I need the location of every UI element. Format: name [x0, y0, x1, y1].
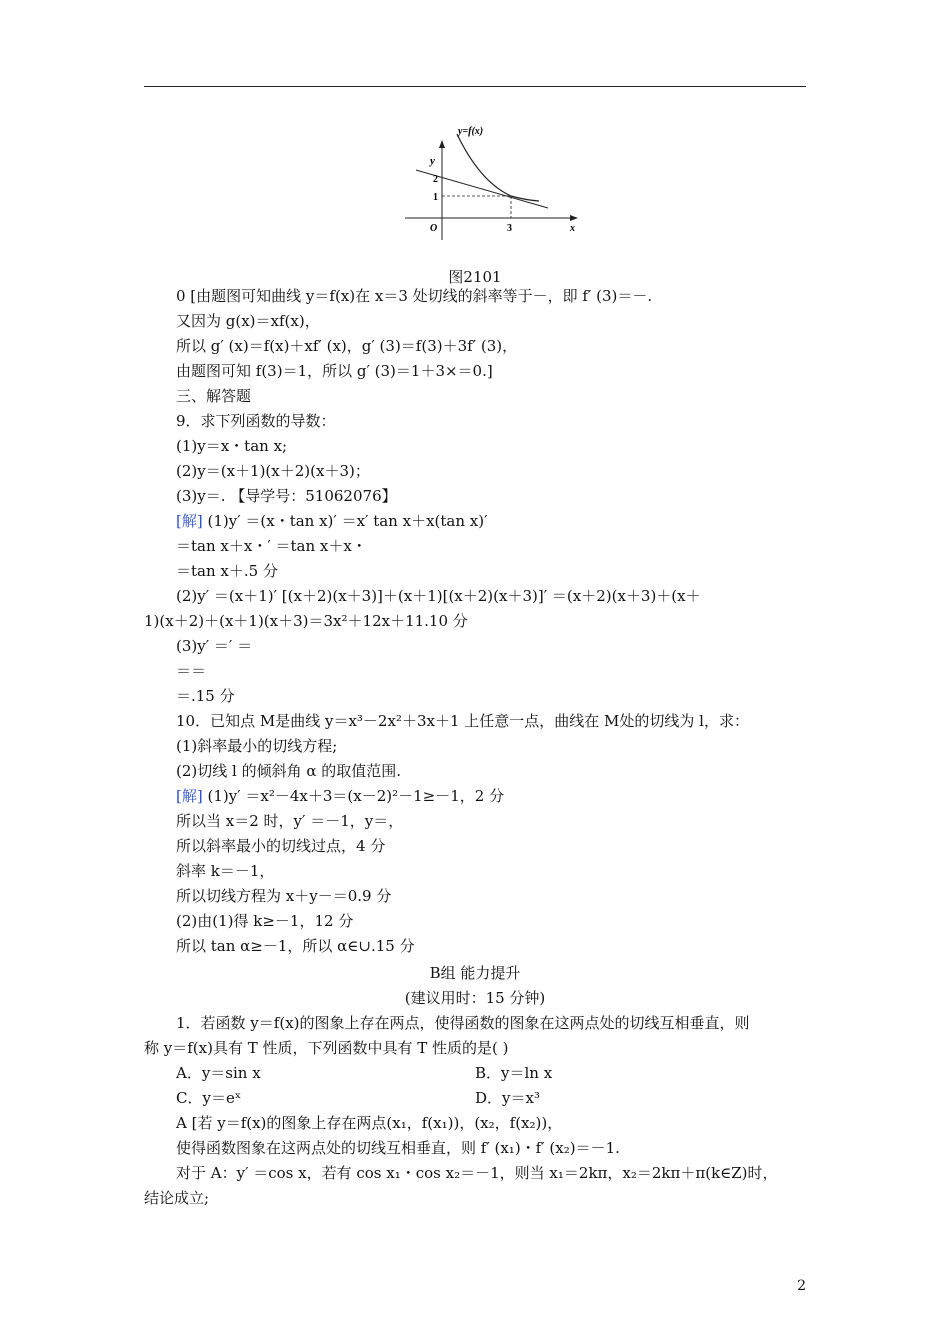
text-line-content: 所以切线方程为 x＋y－＝0.9 分 [176, 887, 392, 905]
tangent-line-figure [400, 120, 590, 250]
text-line-content: (1)y′ ＝(x・tan x)′ ＝x′ tan x＋x(tan x)′ [207, 512, 488, 530]
text-line [176, 786, 504, 806]
text-line-content: 1)(x＋2)＋(x＋1)(x＋3)＝3x²＋12x＋11.10 分 [144, 612, 468, 630]
text-line-content: 所以当 x＝2 时，y′ ＝－1，y＝， [176, 812, 404, 830]
text-line [176, 586, 701, 606]
text-line-content: 结论成立; [144, 1189, 210, 1207]
text-line-content: (1)y′ ＝x²－4x＋3＝(x－2)²－1≥－1，2 分 [207, 787, 505, 805]
y-tick-1: 1 [433, 192, 438, 203]
text-line [176, 411, 336, 431]
text-line [176, 486, 397, 506]
text-line [176, 561, 278, 581]
text-line [176, 861, 274, 881]
text-line-content: 0 [由题图可知曲线 y＝f(x)在 x＝3 处切线的斜率等于－，即 f′ (3)＝－. [176, 287, 653, 305]
text-line [0, 963, 950, 983]
text-line-content: 9．求下列函数的导数： [176, 412, 336, 430]
text-line [176, 811, 403, 831]
text-line [176, 311, 320, 331]
text-line-content: A [若 y＝f(x)的图象上存在两点(x₁，f(x₁))，(x₂，f(x₂))， [176, 1114, 563, 1132]
text-line-content: (3)y＝. 【导学号：51062076】 [176, 487, 397, 505]
origin-label: O [430, 223, 438, 234]
text-line-content: (2)y＝(x＋1)(x＋2)(x＋3)； [176, 462, 370, 480]
text-line [176, 1113, 562, 1133]
text-line [0, 988, 950, 1008]
curve-label: y=f(x) [458, 126, 484, 137]
text-line [176, 886, 391, 906]
text-line-content: ＝tan x＋.5 分 [176, 562, 278, 580]
text-line [176, 1088, 241, 1108]
text-line [176, 761, 401, 781]
text-line-content: (2)切线 l 的倾斜角 α 的取值范围. [176, 762, 402, 780]
text-line-content: 称 y＝f(x)具有 T 性质，下列函数中具有 T 性质的是( ) [144, 1039, 509, 1057]
text-line [176, 286, 652, 306]
text-line-content: (1)斜率最小的切线方程; [176, 737, 338, 755]
text-line-content: ＝tan x＋x・′ ＝tan x＋x・ [176, 537, 367, 555]
text-line-content: 1．若函数 y＝f(x)的图象上存在两点，使得函数的图象在这两点处的切线互相垂直，则 [176, 1014, 750, 1032]
text-line [176, 636, 252, 656]
text-line-content: (2)由(1)得 k≥－1，12 分 [176, 912, 354, 930]
solution-tag: [解] [176, 512, 208, 530]
text-line-content: 所以斜率最小的切线过点，4 分 [176, 837, 386, 855]
text-line [144, 611, 468, 631]
text-line [176, 736, 337, 756]
text-line-content: 由题图可知 f(3)＝1，所以 g′ (3)＝1＋3×＝0.] [176, 362, 493, 380]
text-line-content: B组 能力提升 [429, 964, 521, 982]
curve [457, 134, 539, 201]
text-line-content: 三、解答题 [176, 387, 252, 405]
text-line-content: 使得函数图象在这两点处的切线互相垂直，则 f′ (x₁)・f′ (x₂)＝－1. [176, 1139, 620, 1157]
text-line [176, 936, 415, 956]
text-line [176, 1163, 778, 1183]
text-line [176, 1013, 750, 1033]
text-line [176, 836, 385, 856]
y-axis-label: y [430, 155, 435, 167]
page-number: 2 [797, 1278, 806, 1294]
text-line-content: 所以 tan α≥－1，所以 α∈∪.15 分 [176, 937, 415, 955]
text-line [144, 1038, 509, 1058]
text-line-content: 对于 A：y′ ＝cos x，若有 cos x₁・cos x₂＝－1，则当 x₁＝2kπ，x₂＝2kπ＋π(k∈Z)时， [176, 1164, 778, 1182]
text-line [475, 1063, 552, 1083]
text-line [176, 536, 367, 556]
solution-tag: [解] [176, 787, 208, 805]
text-line [176, 511, 488, 531]
text-line-content: ＝＝ [176, 662, 207, 680]
text-line-content: (1)y＝x・tan x; [176, 437, 288, 455]
text-line-content: 又因为 g(x)＝xf(x)， [176, 312, 320, 330]
text-line [176, 661, 206, 681]
text-line [176, 1063, 261, 1083]
text-line-content: 所以 g′ (x)＝f(x)＋xf′ (x)，g′ (3)＝f(3)＋3f′ (3)， [176, 337, 518, 355]
text-line-content: 10．已知点 M是曲线 y＝x³－2x²＋3x＋1 上任意一点，曲线在 M处的切线为 l，求： [176, 712, 749, 730]
header-rule [144, 86, 806, 87]
text-line [176, 686, 235, 706]
text-line [144, 1188, 209, 1208]
text-line [176, 911, 353, 931]
text-line-content: D．y＝x³ [475, 1089, 540, 1107]
text-line-content: (3)y′ ＝′ ＝ [176, 637, 253, 655]
y-axis-arrow [439, 140, 445, 148]
text-line [176, 1138, 620, 1158]
x-axis-arrow [570, 215, 578, 221]
text-line [176, 436, 287, 456]
y-tick-2: 2 [433, 174, 438, 185]
text-line-content: A．y＝sin x [176, 1064, 261, 1082]
text-line-content: C．y＝eˣ [176, 1089, 242, 1107]
x-axis-label: x [570, 223, 575, 234]
text-line [176, 711, 749, 731]
figure-caption: 图2101 [448, 268, 502, 286]
text-line [176, 361, 493, 381]
x-tick-3: 3 [507, 223, 512, 234]
text-line-content: B．y＝ln x [475, 1064, 553, 1082]
text-line [176, 336, 517, 356]
text-line-content: (2)y′ ＝(x＋1)′ [(x＋2)(x＋3)]＋(x＋1)[(x＋2)(x＋3)]′ ＝(x＋2)(x＋3)＋(x＋ [176, 587, 701, 605]
text-line-content: ＝.15 分 [176, 687, 235, 705]
text-line-content: 斜率 k＝－1， [176, 862, 275, 880]
text-line [176, 386, 251, 406]
text-line-content: (建议用时：15 分钟) [404, 989, 546, 1007]
text-line [176, 461, 370, 481]
text-line [475, 1088, 540, 1108]
